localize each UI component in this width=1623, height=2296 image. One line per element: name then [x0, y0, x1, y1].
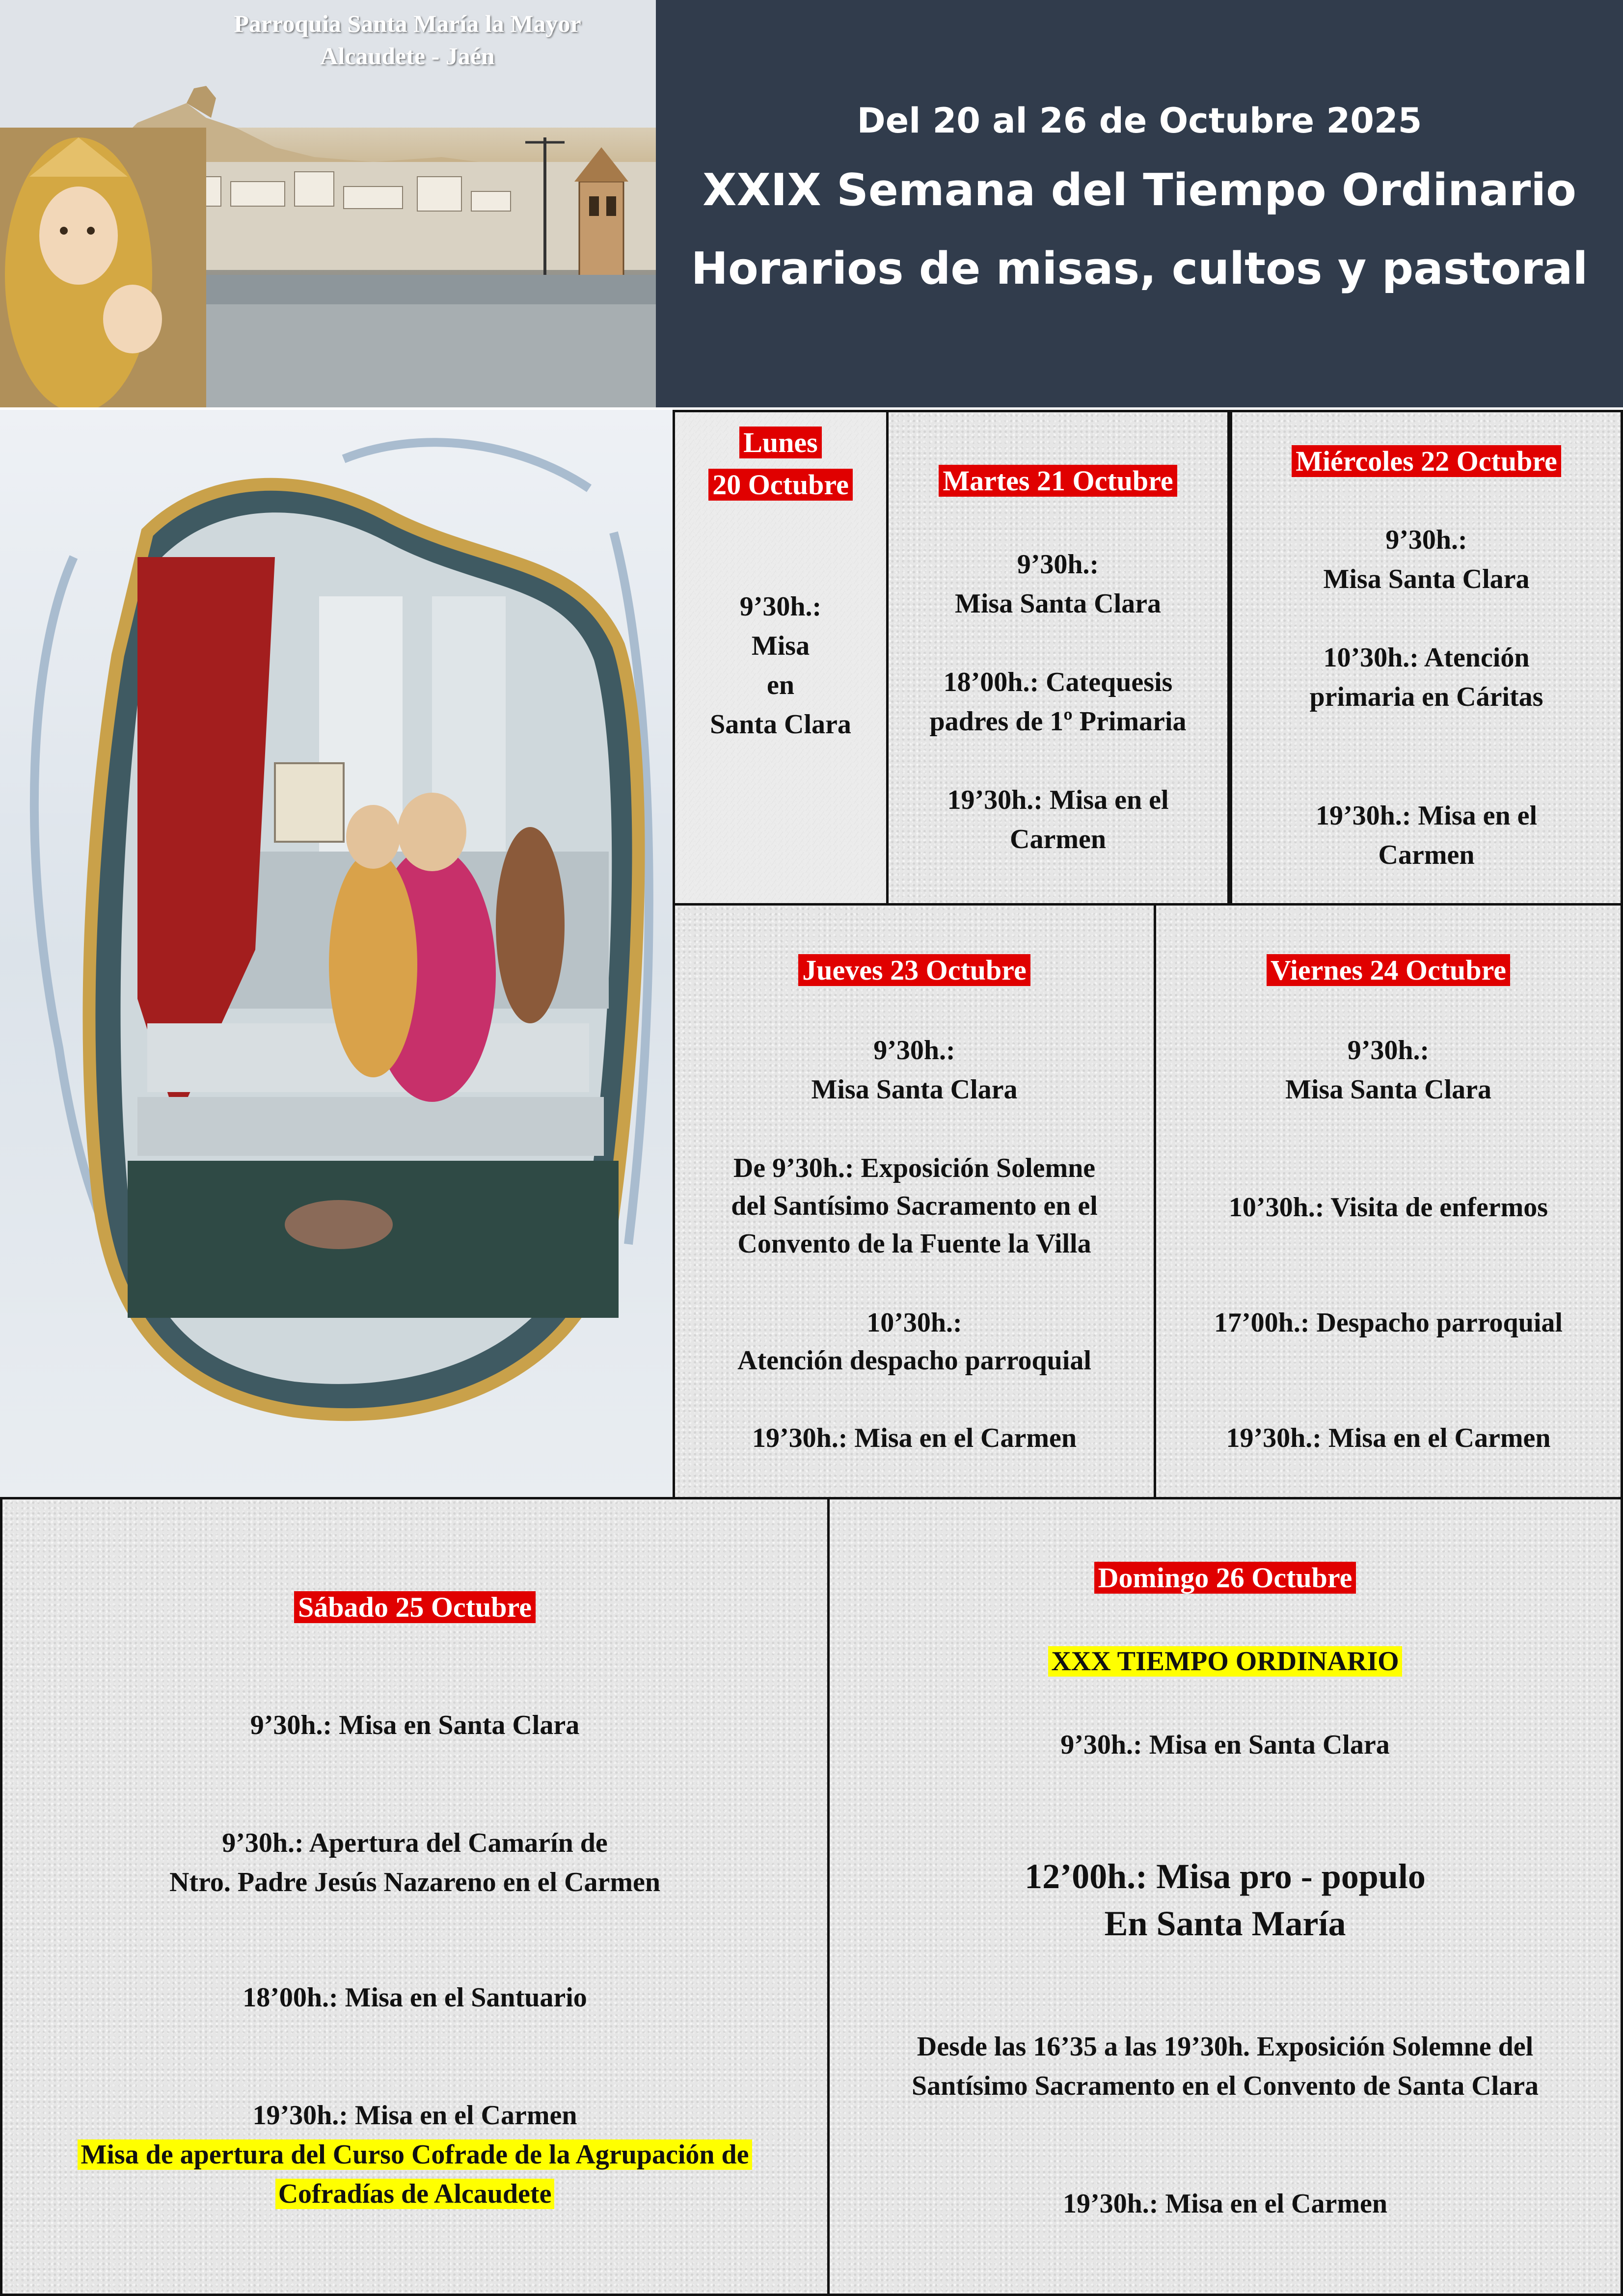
day-label-domingo: Domingo 26 Octubre — [1094, 1562, 1356, 1594]
day-label-miercoles: Miércoles 22 Octubre — [1292, 445, 1561, 477]
day-label-jueves: Jueves 23 Octubre — [798, 954, 1030, 986]
schedule-line: 9’30h.: — [739, 591, 822, 622]
day-label-lunes-2: 20 Octubre — [708, 469, 853, 501]
schedule-line: 9’30h.: — [1017, 549, 1099, 580]
schedule-line: 19’30h.: Misa en el — [947, 785, 1169, 815]
schedule-line-main-mass: 12’00h.: Misa pro - populo — [1025, 1857, 1426, 1896]
schedule-line-main-mass: En Santa María — [1104, 1904, 1346, 1943]
highlight-note: Misa de apertura del Curso Cofrade de la Agrupación de — [78, 2139, 752, 2170]
schedule-line: Misa Santa Clara — [1285, 1074, 1491, 1105]
day-card-jueves — [673, 903, 1156, 1499]
schedule-line: 19’30h.: Misa en el — [1315, 801, 1538, 831]
day-card-sabado — [0, 1497, 830, 2296]
day-card-miercoles — [1230, 410, 1623, 906]
schedule-line: 18’00h.: Misa en el Santuario — [243, 1982, 587, 2013]
schedule-line: 10’30h.: Atención — [1323, 642, 1530, 673]
schedule-line: Santísimo Sacramento en el Convento de Santa Clara — [911, 2071, 1539, 2101]
schedule-line: Misa — [751, 631, 810, 661]
day-card-lunes — [673, 410, 889, 906]
day-card-viernes — [1154, 903, 1623, 1499]
schedule-line: Misa Santa Clara — [1323, 564, 1530, 594]
schedule-line: Misa Santa Clara — [811, 1074, 1018, 1105]
day-card-domingo — [827, 1497, 1623, 2296]
schedule-line: 17’00h.: Despacho parroquial — [1214, 1308, 1563, 1338]
schedule-line: en — [767, 670, 794, 700]
schedule-line: 9’30h.: Apertura del Camarín de — [222, 1828, 608, 1858]
schedule-line: De 9’30h.: Exposición Solemne — [733, 1153, 1096, 1183]
date-range: Del 20 al 26 de Octubre 2025 — [857, 101, 1422, 141]
parish-name: Parroquia Santa María la Mayor — [234, 10, 581, 37]
schedule-line: 9’30h.: — [873, 1035, 955, 1066]
schedule-line: 9’30h.: Misa en Santa Clara — [1060, 1730, 1390, 1760]
fresco-painting — [0, 410, 673, 1498]
day-label-lunes-1: Lunes — [739, 427, 822, 458]
schedule-line: Misa Santa Clara — [955, 588, 1161, 619]
fresco-illustration — [0, 410, 673, 1498]
schedule-subtitle: Horarios de misas, cultos y pastoral — [691, 243, 1588, 294]
day-label-viernes: Viernes 24 Octubre — [1267, 954, 1510, 986]
schedule-line: 19’30h.: Misa en el Carmen — [1226, 1423, 1551, 1453]
schedule-line: del Santísimo Sacramento en el — [731, 1191, 1098, 1221]
schedule-line: 19’30h.: Misa en el Carmen — [752, 1423, 1077, 1453]
schedule-line: Carmen — [1010, 824, 1106, 854]
schedule-line: padres de 1º Primaria — [929, 706, 1187, 737]
schedule-line: Convento de la Fuente la Villa — [737, 1228, 1091, 1259]
week-title: XXIX Semana del Tiempo Ordinario — [703, 164, 1576, 216]
day-label-martes: Martes 21 Octubre — [939, 465, 1177, 497]
schedule-line: 10’30h.: — [866, 1308, 962, 1338]
schedule-line: 9’30h.: — [1347, 1035, 1430, 1066]
highlight-note: Cofradías de Alcaudete — [275, 2179, 555, 2209]
schedule-line: 18’00h.: Catequesis — [943, 667, 1173, 697]
liturgical-week-highlight: XXX TIEMPO ORDINARIO — [1048, 1646, 1402, 1677]
schedule-line: 19’30h.: Misa en el Carmen — [252, 2100, 577, 2131]
day-label-sabado: Sábado 25 Octubre — [294, 1591, 536, 1623]
schedule-line: 9’30h.: — [1385, 525, 1467, 555]
schedule-line: Ntro. Padre Jesús Nazareno en el Carmen — [169, 1867, 661, 1897]
schedule-line: 10’30h.: Visita de enfermos — [1228, 1192, 1548, 1223]
schedule-line: Atención despacho parroquial — [737, 1345, 1091, 1376]
header-photo — [0, 0, 656, 407]
schedule-line: Carmen — [1378, 840, 1475, 870]
schedule-line: 19’30h.: Misa en el Carmen — [1062, 2189, 1387, 2219]
day-card-martes — [886, 410, 1230, 906]
schedule-line: primaria en Cáritas — [1309, 682, 1543, 712]
parish-location: Alcaudete - Jaén — [320, 42, 495, 70]
header-title-panel — [656, 0, 1623, 407]
schedule-line: Santa Clara — [710, 709, 851, 740]
schedule-line: Desde las 16’35 a las 19’30h. Exposición Solemne del — [917, 2031, 1534, 2062]
schedule-line: 9’30h.: Misa en Santa Clara — [250, 1710, 580, 1740]
